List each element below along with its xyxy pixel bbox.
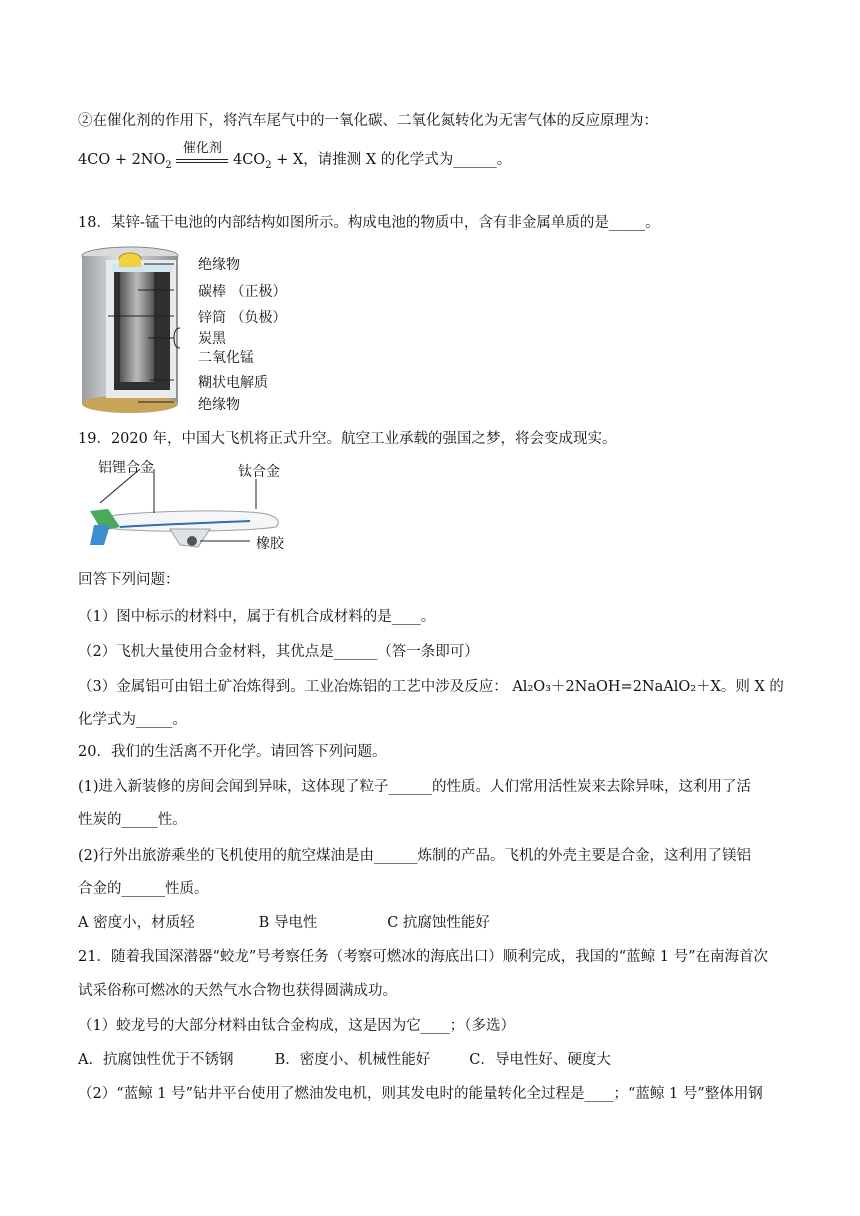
q20-sub2-line1: (2)行外出旅游乘坐的飞机使用的航空煤油是由______炼制的产品。飞机的外壳主要是合金，这利用了镁铝 (78, 848, 752, 864)
q17-equation (78, 141, 512, 188)
q19-sub3-line2: 化学式为_____。 (78, 712, 187, 728)
battery-label-electrolyte: 糊状电解质 (198, 375, 268, 391)
q21-options (78, 1050, 611, 1070)
eq-arrow (176, 141, 228, 163)
q20-options (78, 913, 490, 933)
eq-left: $4CO + 2NO_2$ (78, 152, 172, 171)
q20-option-b: B 导电性 (258, 915, 318, 931)
q20-sub1-line1: (1)进入新装修的房间会闻到异味，这体现了粒子______的性质。人们常用活性炭来去除异味，这利用了活 (78, 779, 752, 795)
battery-diagram (78, 242, 308, 416)
q20-sub1-line2: 性炭的_____性。 (78, 812, 187, 828)
q21-sub2: （2）“蓝鲸 1 号”钻井平台使用了燃油发电机，则其发电时的能量转化全过程是____；“蓝鲸 1 号”整体用钢 (78, 1086, 763, 1102)
q21-sub1: （1）蛟龙号的大部分材料由钛合金构成，这是因为它____；（多选） (78, 1018, 515, 1034)
q21-option-c: C．导电性好、硬度大 (469, 1052, 611, 1068)
q21-stem-line2: 试采俗称可燃冰的天然气水合物也获得圆满成功。 (78, 983, 397, 999)
q20-option-a: A 密度小，材质轻 (78, 915, 195, 931)
q18-stem: 18．某锌-锰干电池的内部结构如图所示。构成电池的物质中，含有非金属单质的是_____。 (78, 215, 660, 231)
airplane-label-al-li-alloy: 铝锂合金 (98, 460, 154, 476)
q20-stem: 20．我们的生活离不开化学。请回答下列问题。 (78, 744, 387, 760)
q20-option-c: C 抗腐蚀性能好 (387, 915, 490, 931)
airplane-label-rubber: 橡胶 (256, 536, 284, 552)
airplane-figure (80, 455, 300, 555)
q21-stem-line1: 21．随着我国深潜器“蛟龙”号考察任务（考察可燃冰的海底出口）顺利完成，我国的“蓝鲸 1 号”在南海首次 (78, 949, 769, 965)
q20-sub2-line2: 合金的______性质。 (78, 881, 209, 897)
q21-option-a: A．抗腐蚀性优于不锈钢 (78, 1052, 234, 1068)
q17-part2-text: ②在催化剂的作用下，将汽车尾气中的一氧化碳、二氧化氮转化为无害气体的反应原理为： (78, 113, 658, 129)
battery-figure (78, 242, 308, 416)
battery-label-carbon-black: 炭黑 (198, 331, 226, 347)
battery-label-carbon-rod: 碳棒 （正极） (198, 284, 287, 300)
airplane-label-ti-alloy: 钛合金 (238, 464, 280, 480)
battery-label-zinc-can: 锌筒 （负极） (198, 310, 287, 326)
battery-label-insulator-bottom: 绝缘物 (198, 397, 240, 413)
q19-sub2: （2）飞机大量使用合金材料，其优点是______（答一条即可） (78, 644, 479, 660)
battery-label-insulator-top: 绝缘物 (198, 257, 240, 273)
q21-option-b: B．密度小、机械性能好 (274, 1052, 431, 1068)
eq-right: $4CO_2 + X$，请推测 X 的化学式为______。 (232, 152, 512, 171)
q19-sub3-line1: （3）金属铝可由铝土矿冶炼得到。工业冶炼铝的工艺中涉及反应： Al₂O₃＋2NaOH=2NaAlO₂＋X。则 X 的 (78, 679, 784, 695)
q19-stem: 19．2020 年，中国大飞机将正式升空。航空工业承载的强国之梦，将会变成现实。 (78, 431, 617, 447)
eq-catalyst: 催化剂 (182, 141, 222, 156)
q19-sub1: （1）图中标示的材料中，属于有机合成材料的是____。 (78, 609, 436, 625)
q19-prompt: 回答下列问题： (78, 572, 180, 588)
battery-label-mno2: 二氧化锰 (198, 350, 254, 366)
